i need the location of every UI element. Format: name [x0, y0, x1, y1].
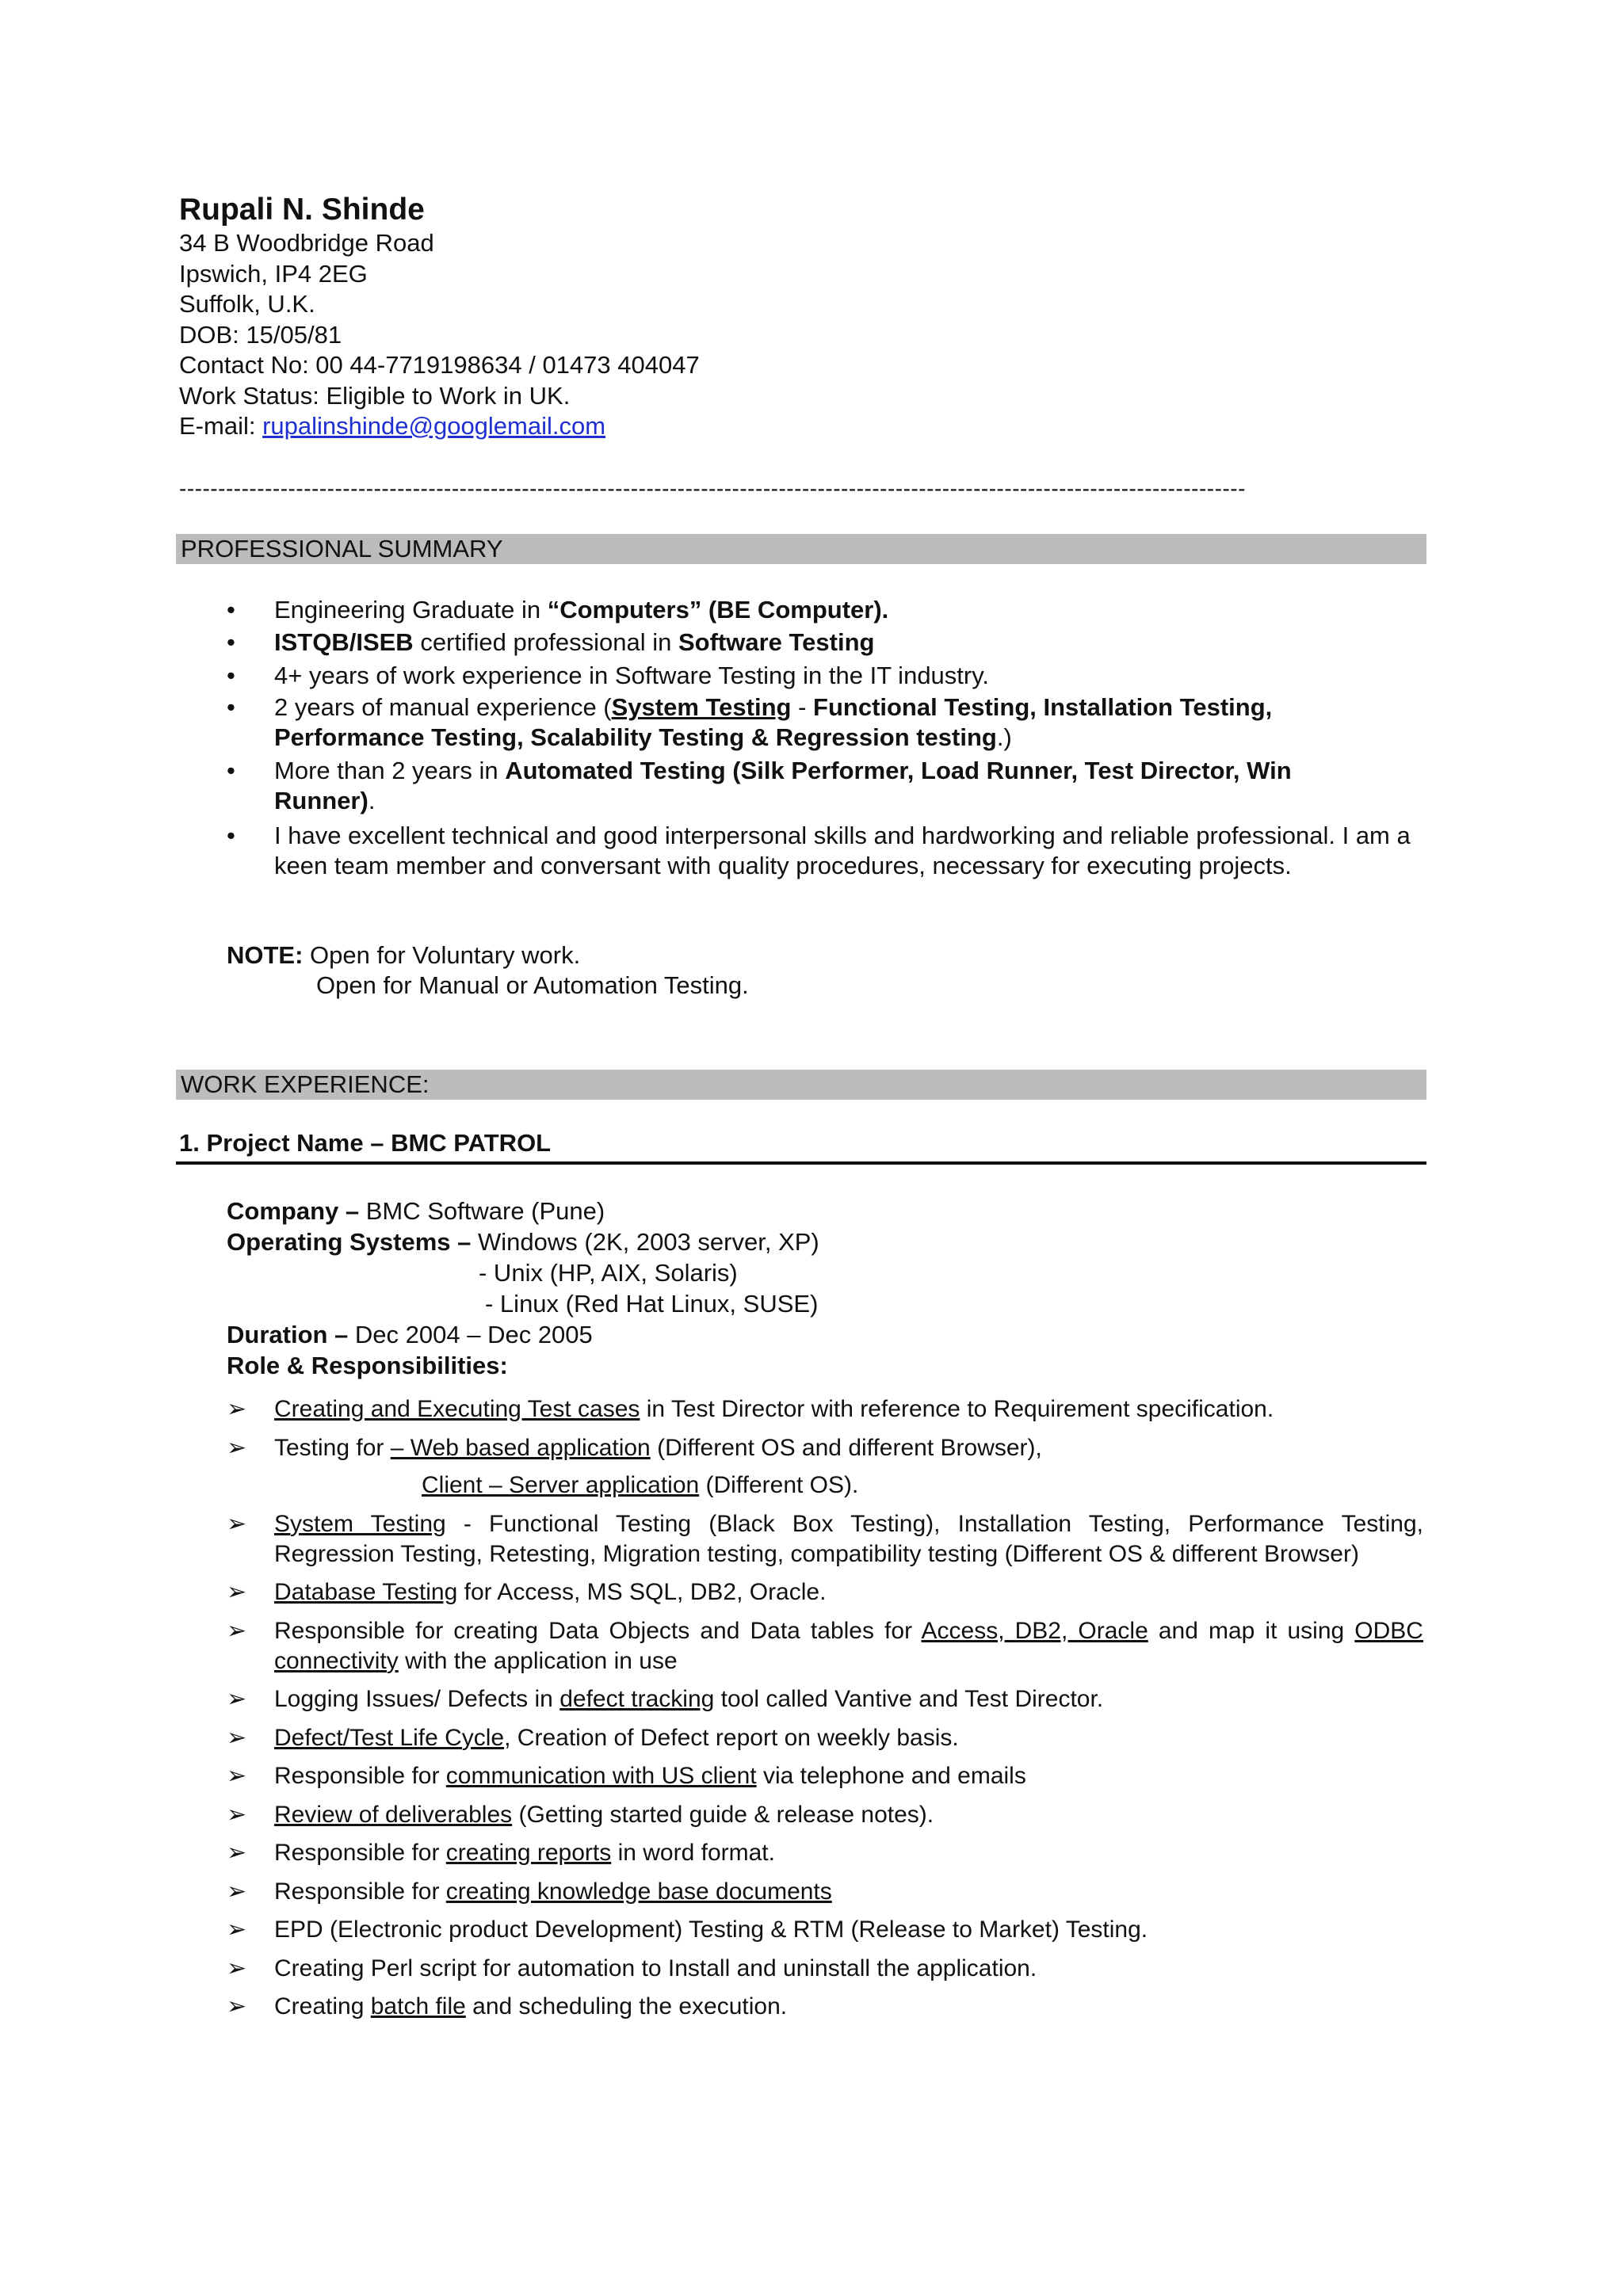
- contact-block: [179, 228, 700, 442]
- os-line-2: - Unix (HP, AIX, Solaris): [479, 1259, 738, 1287]
- arrow-bullet-icon: ➢: [227, 1840, 247, 1866]
- summary-heading: PROFESSIONAL SUMMARY: [176, 534, 1426, 564]
- bullet-icon: •: [227, 822, 235, 849]
- list-item: • ISTQB/ISEB certified professional in Software Testing: [227, 628, 875, 656]
- divider-line: -----------------------------------------------------------------------------------------------------------------------------------------: [179, 476, 1246, 501]
- os-line: Operating Systems – Windows (2K, 2003 server, XP): [227, 1228, 819, 1256]
- list-item: ➢ Responsible for creating reports in word format.: [227, 1838, 1423, 1868]
- email-label: E-mail:: [179, 412, 263, 440]
- address-line-2: Ipswich, IP4 2EG: [179, 259, 368, 288]
- list-item: • I have excellent technical and good interpersonal skills and hardworking and reliable professional. I am a keen team member and conversant with quality procedures, necessary for executing projects.: [227, 822, 1411, 879]
- date-of-birth: DOB: 15/05/81: [179, 320, 342, 349]
- list-item: ➢ Defect/Test Life Cycle, Creation of Defect report on weekly basis.: [227, 1723, 1423, 1753]
- work-status: Work Status: Eligible to Work in UK.: [179, 381, 571, 410]
- project-title: 1. Project Name – BMC PATROL: [179, 1129, 552, 1157]
- list-item: ➢ Review of deliverables (Getting started guide & release notes).: [227, 1800, 1423, 1830]
- arrow-bullet-icon: ➢: [227, 1579, 247, 1605]
- arrow-bullet-icon: ➢: [227, 1434, 247, 1461]
- bullet-icon: •: [227, 662, 235, 689]
- list-item: ➢ Testing for – Web based application (Different OS and different Browser),: [227, 1433, 1423, 1463]
- arrow-bullet-icon: ➢: [227, 1396, 247, 1422]
- arrow-bullet-icon: ➢: [227, 1878, 247, 1905]
- summary-list: [227, 595, 1431, 916]
- list-item: ➢ Creating Perl script for automation to Install and uninstall the application.: [227, 1954, 1423, 1984]
- email-link[interactable]: rupalinshinde@googlemail.com: [262, 412, 606, 440]
- candidate-name: Rupali N. Shinde: [179, 193, 425, 227]
- list-item: ➢ Responsible for creating knowledge base documents: [227, 1877, 1423, 1907]
- list-item: ➢ EPD (Electronic product Development) Testing & RTM (Release to Market) Testing.: [227, 1915, 1423, 1945]
- note-label: NOTE:: [227, 941, 304, 969]
- address-line-1: 34 B Woodbridge Road: [179, 229, 434, 257]
- company-line: Company – BMC Software (Pune): [227, 1197, 605, 1225]
- bullet-icon: •: [227, 757, 235, 784]
- list-item: • 4+ years of work experience in Software Testing in the IT industry.: [227, 662, 990, 689]
- arrow-bullet-icon: ➢: [227, 1763, 247, 1789]
- arrow-bullet-icon: ➢: [227, 1801, 247, 1828]
- arrow-bullet-icon: ➢: [227, 1955, 247, 1981]
- address-line-3: Suffolk, U.K.: [179, 290, 315, 318]
- arrow-bullet-icon: ➢: [227, 1917, 247, 1943]
- arrow-bullet-icon: ➢: [227, 1686, 247, 1712]
- note-line-2: Open for Manual or Automation Testing.: [316, 971, 749, 999]
- project-divider: [176, 1161, 1426, 1165]
- bullet-icon: •: [227, 693, 235, 721]
- roles-label: Role & Responsibilities:: [227, 1352, 508, 1379]
- arrow-bullet-icon: ➢: [227, 1993, 247, 2019]
- note-block: [227, 940, 749, 1001]
- list-item: ➢ Creating batch file and scheduling the execution.: [227, 1992, 1423, 2022]
- list-item: • Engineering Graduate in “Computers” (BE Computer).: [227, 596, 889, 624]
- duration-line: Duration – Dec 2004 – Dec 2005: [227, 1321, 593, 1348]
- responsibilities-list: [227, 1394, 1423, 2031]
- arrow-bullet-icon: ➢: [227, 1510, 247, 1537]
- note-line-1: Open for Voluntary work.: [303, 941, 581, 969]
- os-line-3: - Linux (Red Hat Linux, SUSE): [485, 1290, 819, 1318]
- contact-number: Contact No: 00 44-7719198634 / 01473 404047: [179, 351, 700, 379]
- list-item: ➢ System Testing - Functional Testing (Black Box Testing), Installation Testing, Performance Testing, Regression Testing, Retesting, Migration testing, compatibility testing (Different OS & different Browser): [227, 1510, 1423, 1567]
- arrow-bullet-icon: ➢: [227, 1617, 247, 1644]
- email-line: [179, 411, 700, 442]
- arrow-bullet-icon: ➢: [227, 1724, 247, 1751]
- bullet-icon: •: [227, 628, 235, 656]
- project-details: [227, 1196, 819, 1382]
- bullet-icon: •: [227, 596, 235, 624]
- list-item: ➢ Creating and Executing Test cases in Test Director with reference to Requirement specification.: [227, 1394, 1423, 1425]
- list-item: ➢ Responsible for communication with US client via telephone and emails: [227, 1761, 1423, 1791]
- list-item: • More than 2 years in Automated Testing (Silk Performer, Load Runner, Test Director, Win Runner).: [227, 757, 1292, 814]
- list-item: ➢ Responsible for creating Data Objects and Data tables for Access, DB2, Oracle and map it using ODBC connectivity with the application in use: [227, 1617, 1423, 1674]
- list-item-continuation: Client – Server application (Different OS).: [422, 1472, 859, 1498]
- list-item: ➢ Database Testing for Access, MS SQL, DB2, Oracle.: [227, 1577, 1423, 1608]
- list-item: ➢ Logging Issues/ Defects in defect tracking tool called Vantive and Test Director.: [227, 1684, 1423, 1714]
- list-item: • 2 years of manual experience (System Testing - Functional Testing, Installation Testing, Performance Testing, Scalability Testing & Regression testing.): [227, 693, 1273, 751]
- experience-heading: WORK EXPERIENCE:: [176, 1070, 1426, 1100]
